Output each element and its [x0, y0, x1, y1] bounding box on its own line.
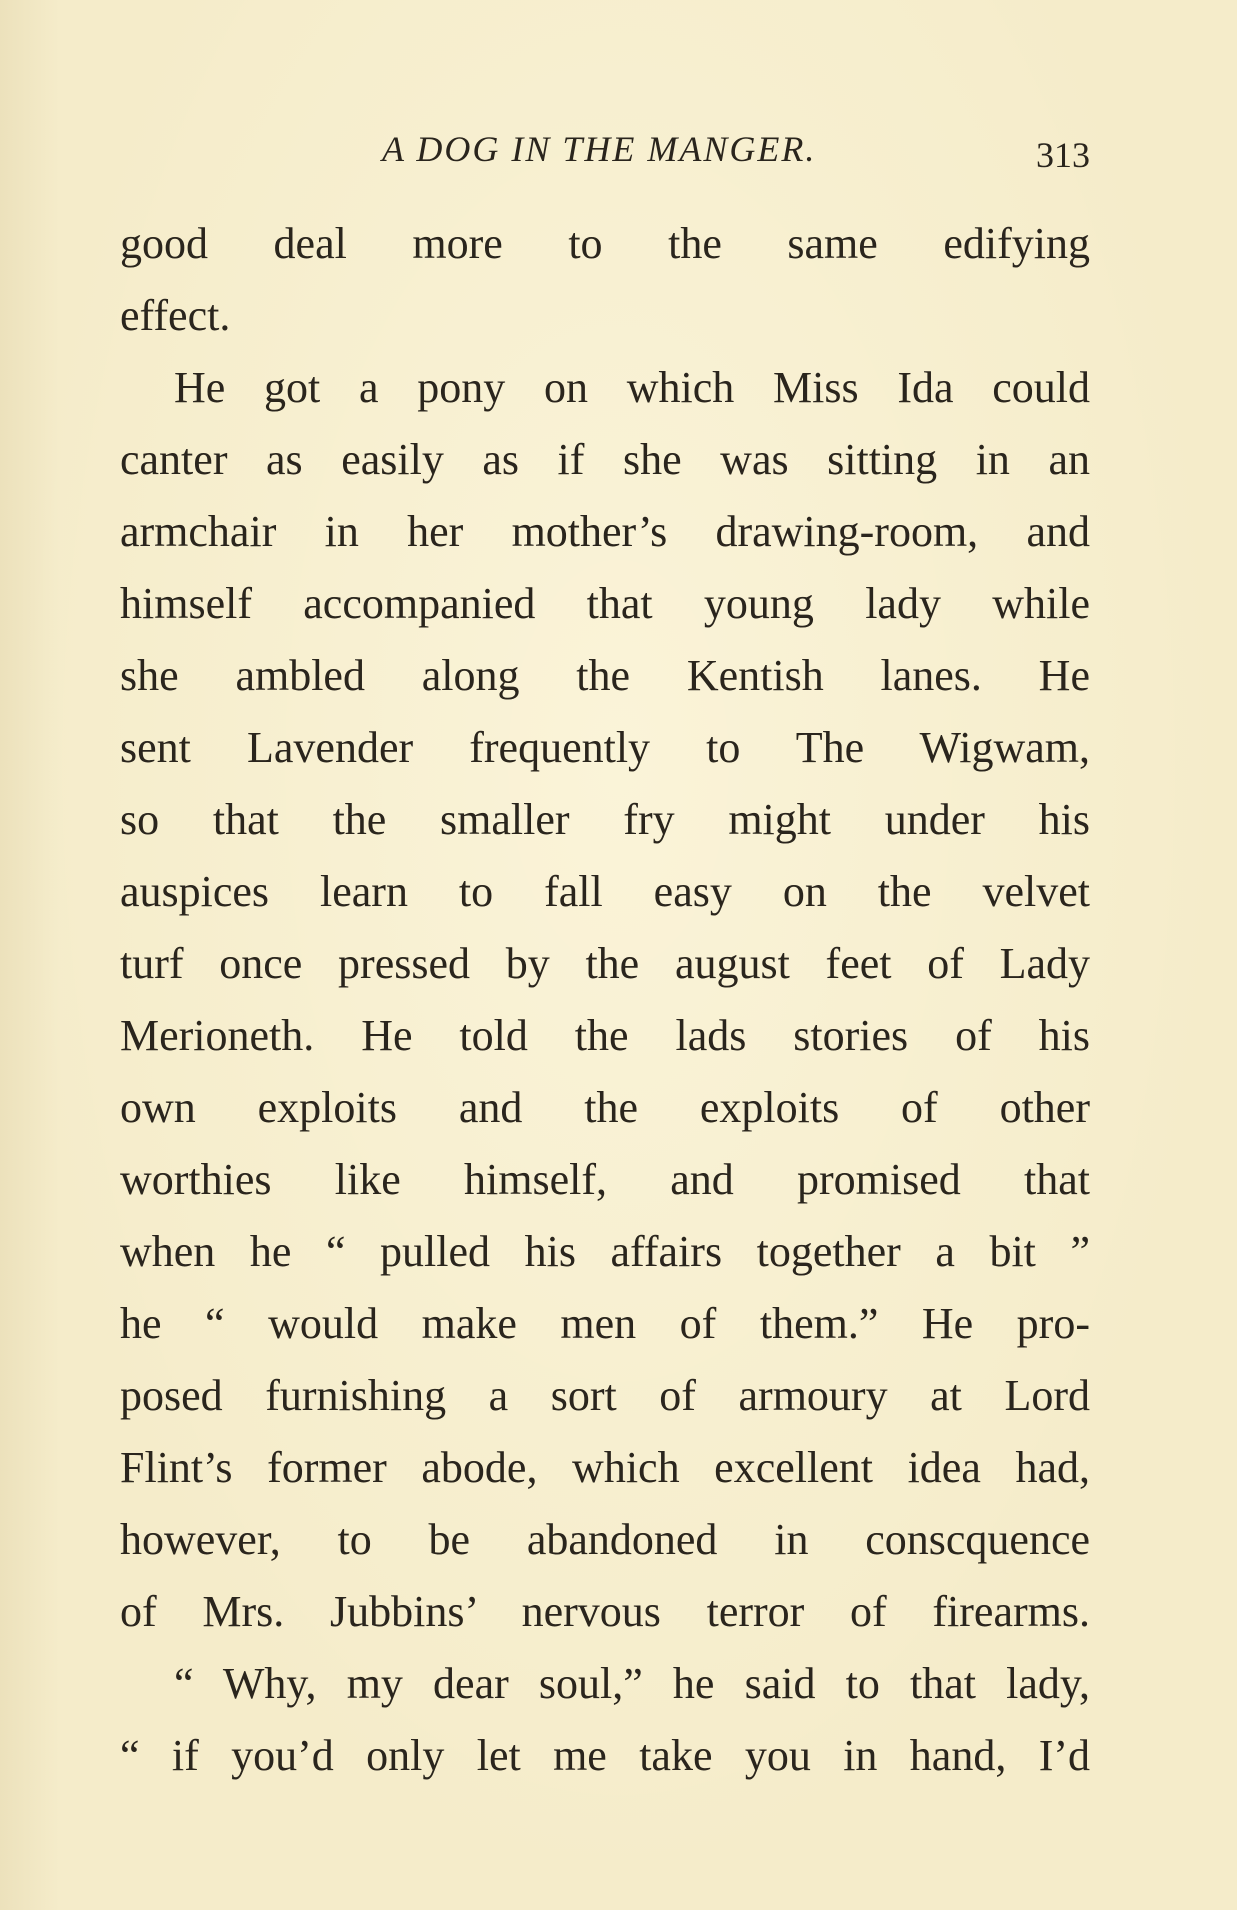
text-line: good deal more to the same edifying — [120, 219, 1090, 268]
text-line: himself accompanied that young lady while — [120, 579, 1090, 628]
text-line: Merioneth. He told the lads stories of his — [120, 1011, 1090, 1060]
text-line: own exploits and the exploits of other — [120, 1083, 1090, 1132]
text-line: canter as easily as if she was sitting in an — [120, 435, 1090, 484]
page-header — [120, 128, 1090, 178]
text-line: Flint’s former abode, which excellent idea had, — [120, 1443, 1090, 1492]
text-line: however, to be abandoned in conscquence — [120, 1515, 1090, 1564]
text-line: “ Why, my dear soul,” he said to that lady, — [174, 1659, 1090, 1708]
text-line: turf once pressed by the august feet of Lady — [120, 939, 1090, 988]
text-line: when he “ pulled his affairs together a bit ” — [120, 1227, 1090, 1276]
text-line: auspices learn to fall easy on the velvet — [120, 867, 1090, 916]
text-line: “ if you’d only let me take you in hand, I’d — [120, 1731, 1090, 1780]
text-line: he “ would make men of them.” He pro- — [120, 1299, 1090, 1348]
text-line: sent Lavender frequently to The Wigwam, — [120, 723, 1090, 772]
text-line: posed furnishing a sort of armoury at Lord — [120, 1371, 1090, 1420]
text-line: so that the smaller fry might under his — [120, 795, 1090, 844]
text-line: worthies like himself, and promised that — [120, 1155, 1090, 1204]
body-text — [120, 216, 1090, 1800]
text-line: of Mrs. Jubbins’ nervous terror of firearms. — [120, 1587, 1090, 1636]
text-line: effect. — [120, 291, 231, 340]
text-line: she ambled along the Kentish lanes. He — [120, 651, 1090, 700]
text-line: He got a pony on which Miss Ida could — [174, 363, 1090, 412]
running-head: A DOG IN THE MANGER. — [382, 129, 817, 169]
page-number: 313 — [1036, 135, 1090, 175]
text-line: armchair in her mother’s drawing-room, and — [120, 507, 1090, 556]
